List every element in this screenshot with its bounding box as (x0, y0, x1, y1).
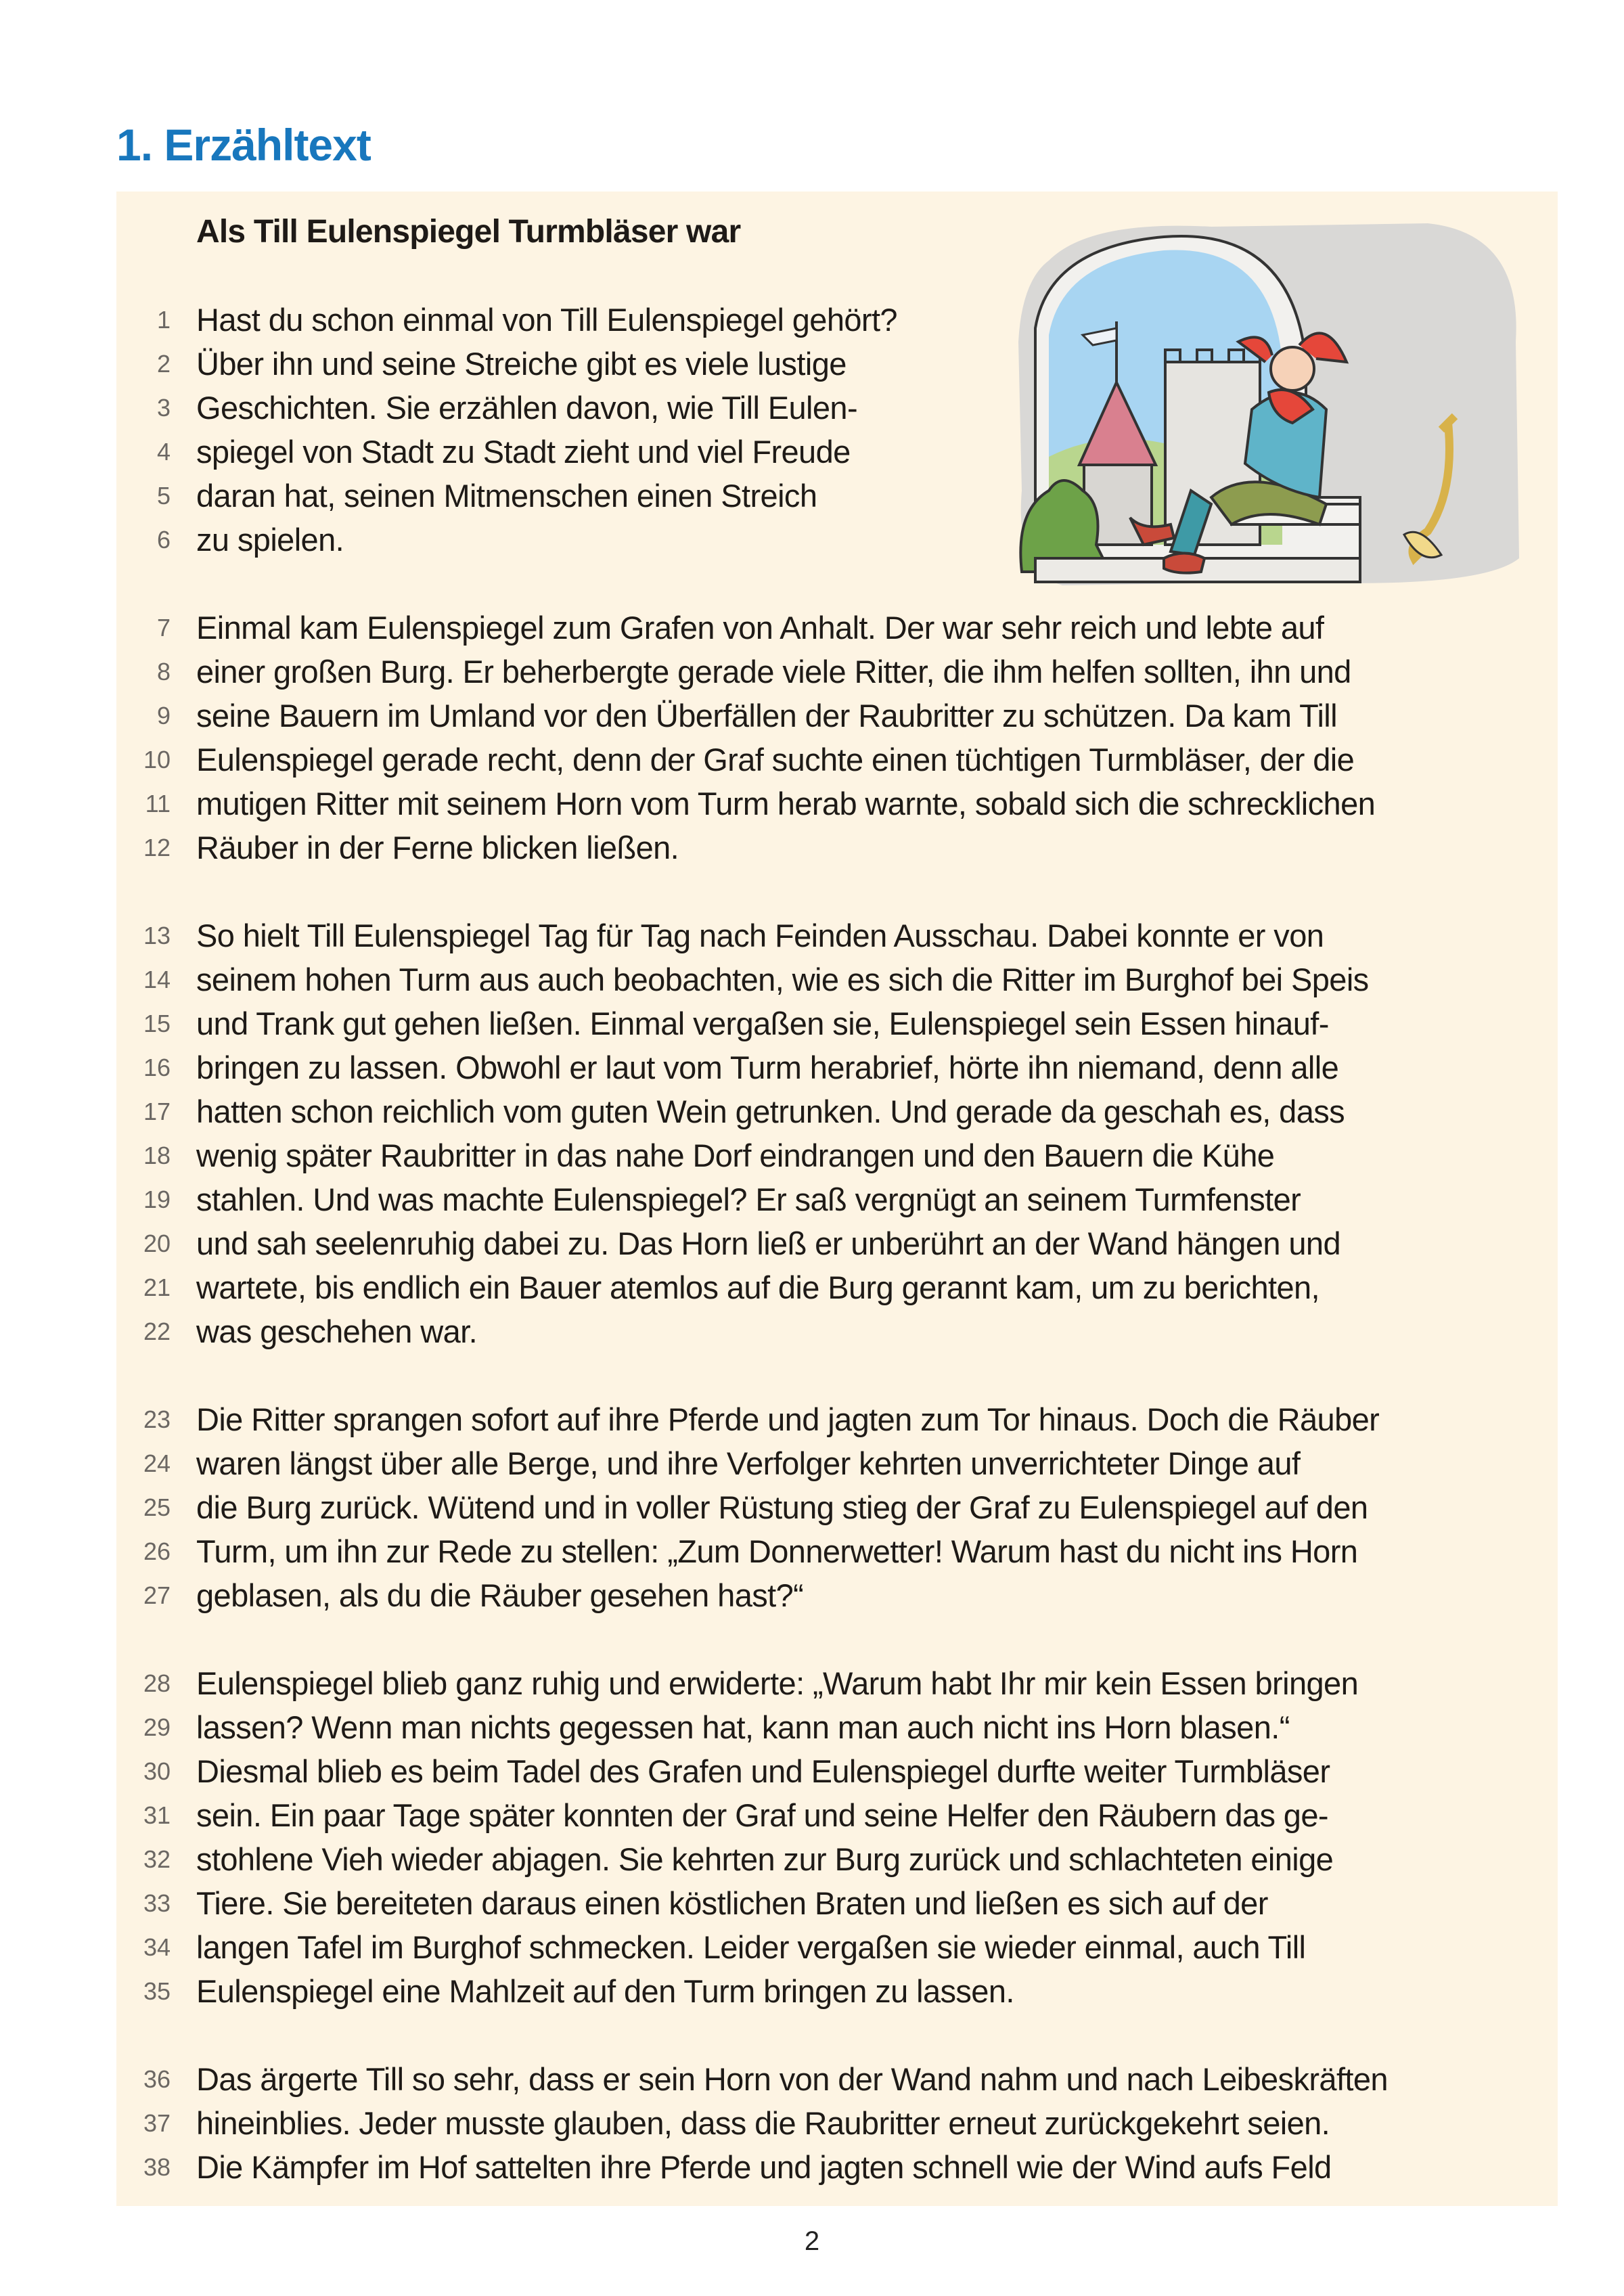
line-number: 15 (143, 1009, 171, 1037)
text-line (116, 738, 1558, 782)
line-text: die Burg zurück. Wütend und in voller Rüstung stieg der Graf zu Eulenspiegel auf den (196, 1489, 1368, 1525)
text-line (116, 1397, 1558, 1441)
text-line (116, 1969, 1558, 2013)
line-text: mutigen Ritter mit seinem Horn vom Turm herab warnte, sobald sich die schrecklichen (196, 786, 1376, 821)
story-title-row (116, 210, 1558, 254)
line-text: wartete, bis endlich ein Bauer atemlos auf die Burg gerannt kam, um zu berichten, (196, 1269, 1320, 1305)
line-number: 17 (143, 1097, 171, 1125)
line-text: und Trank gut gehen ließen. Einmal vergaßen sie, Eulenspiegel sein Essen hinauf- (196, 1006, 1329, 1041)
line-text: Die Kämpfer im Hof sattelten ihre Pferde und jagten schnell wie der Wind aufs Feld (196, 2149, 1332, 2185)
line-number: 9 (156, 701, 171, 729)
line-number: 20 (143, 1229, 171, 1257)
line-text: spiegel von Stadt zu Stadt zieht und viel Freude (196, 434, 851, 470)
paragraph-gap (116, 1617, 1558, 1661)
paragraph-gap (116, 2013, 1558, 2057)
text-line (116, 2145, 1558, 2189)
line-text: hatten schon reichlich vom guten Wein getrunken. Und gerade da geschah es, dass (196, 1094, 1345, 1129)
line-text: Tiere. Sie bereiteten daraus einen köstlichen Braten und ließen es sich auf der (196, 1885, 1268, 1921)
line-text: Die Ritter sprangen sofort auf ihre Pferde und jagten zum Tor hinaus. Doch die Räuber (196, 1401, 1380, 1437)
line-number: 7 (156, 613, 171, 641)
line-text: wenig später Raubritter in das nahe Dorf eindrangen und den Bauern die Kühe (196, 1138, 1275, 1173)
line-number: 10 (143, 745, 171, 773)
line-text: Turm, um ihn zur Rede zu stellen: „Zum Donnerwetter! Warum hast du nicht ins Horn (196, 1533, 1358, 1569)
line-number: 13 (143, 921, 171, 949)
text-line (116, 1705, 1558, 1749)
line-number: 22 (143, 1317, 171, 1345)
line-number: 21 (143, 1273, 171, 1301)
line-text: lassen? Wenn man nichts gegessen hat, kann man auch nicht ins Horn blasen.“ (196, 1709, 1290, 1745)
line-text: einer großen Burg. Er beherbergte gerade viele Ritter, die ihm helfen sollten, ihn und (196, 654, 1351, 690)
text-line (116, 1001, 1558, 1045)
line-number: 1 (156, 305, 171, 334)
line-text: Eulenspiegel blieb ganz ruhig und erwiderte: „Warum habt Ihr mir kein Essen bringen (196, 1665, 1359, 1701)
text-line (116, 1485, 1558, 1529)
line-number: 14 (143, 965, 171, 993)
text-line (116, 606, 1558, 650)
line-number: 35 (143, 1977, 171, 2005)
line-number: 34 (143, 1933, 171, 1961)
text-line (116, 1837, 1558, 1881)
line-number: 25 (143, 1493, 171, 1521)
line-number: 30 (143, 1757, 171, 1785)
line-number: 33 (143, 1889, 171, 1917)
text-line (116, 1925, 1558, 1969)
line-number: 3 (156, 393, 171, 422)
text-line (116, 1441, 1558, 1485)
line-text: daran hat, seinen Mitmenschen einen Streich (196, 478, 817, 514)
line-text: sein. Ein paar Tage später konnten der Graf und seine Helfer den Räubern das ge- (196, 1797, 1328, 1833)
text-line (116, 1265, 1558, 1309)
paragraph-gap (116, 562, 1558, 606)
text-line (116, 1221, 1558, 1265)
story-box (116, 192, 1558, 2206)
line-number: 2 (156, 349, 171, 378)
line-number: 23 (143, 1405, 171, 1433)
text-line (116, 826, 1558, 870)
line-text: Das ärgerte Till so sehr, dass er sein Horn von der Wand nahm und nach Leibeskräften (196, 2061, 1388, 2097)
text-line (116, 298, 1558, 342)
text-line (116, 2057, 1558, 2101)
line-text: Geschichten. Sie erzählen davon, wie Till Eulen- (196, 390, 858, 426)
line-number: 16 (143, 1053, 171, 1081)
line-number: 18 (143, 1141, 171, 1169)
text-line (116, 1177, 1558, 1221)
line-text: langen Tafel im Burghof schmecken. Leider vergaßen sie wieder einmal, auch Till (196, 1929, 1306, 1965)
line-text: Einmal kam Eulenspiegel zum Grafen von Anhalt. Der war sehr reich und lebte auf (196, 610, 1324, 646)
line-text: Eulenspiegel gerade recht, denn der Graf suchte einen tüchtigen Turmbläser, der die (196, 742, 1355, 778)
line-text: So hielt Till Eulenspiegel Tag für Tag nach Feinden Ausschau. Dabei konnte er von (196, 918, 1324, 953)
page-number: 2 (804, 2226, 820, 2256)
line-number: 5 (156, 481, 171, 510)
text-line (116, 1661, 1558, 1705)
text-line (116, 1089, 1558, 1133)
line-number: 26 (143, 1537, 171, 1565)
line-text: hineinblies. Jeder musste glauben, dass die Raubritter erneut zurückgekehrt seien. (196, 2105, 1330, 2141)
line-number: 6 (156, 525, 171, 554)
text-line (116, 1309, 1558, 1353)
text-line (116, 1133, 1558, 1177)
line-text: geblasen, als du die Räuber gesehen hast?“ (196, 1577, 804, 1613)
line-number: 19 (143, 1185, 171, 1213)
line-text: stohlene Vieh wieder abjagen. Sie kehrten zur Burg zurück und schlachteten einige (196, 1841, 1334, 1877)
line-text: Eulenspiegel eine Mahlzeit auf den Turm bringen zu lassen. (196, 1973, 1014, 2009)
line-text: Räuber in der Ferne blicken ließen. (196, 830, 679, 865)
line-number: 36 (143, 2065, 171, 2093)
line-number: 32 (143, 1845, 171, 1873)
line-text: waren längst über alle Berge, und ihre Verfolger kehrten unverrichteter Dinge auf (196, 1445, 1301, 1481)
line-number: 29 (143, 1713, 171, 1741)
line-number: 8 (156, 657, 171, 685)
text-line (116, 2101, 1558, 2145)
text-line (116, 782, 1558, 826)
line-text: bringen zu lassen. Obwohl er laut vom Turm herabrief, hörte ihn niemand, denn alle (196, 1050, 1339, 1085)
line-text: Über ihn und seine Streiche gibt es viele lustige (196, 346, 847, 382)
text-line (116, 518, 1558, 562)
paragraph-gap (116, 870, 1558, 914)
text-line (116, 1881, 1558, 1925)
text-line (116, 1573, 1558, 1617)
line-number: 37 (143, 2109, 171, 2137)
line-text: zu spielen. (196, 522, 344, 558)
text-line (116, 650, 1558, 694)
line-number: 28 (143, 1669, 171, 1697)
line-text: Hast du schon einmal von Till Eulenspiegel gehört? (196, 302, 897, 338)
line-number: 38 (143, 2153, 171, 2181)
story-title: Als Till Eulenspiegel Turmbläser war (196, 214, 741, 250)
line-text: Diesmal blieb es beim Tadel des Grafen und Eulenspiegel durfte weiter Turmbläser (196, 1753, 1330, 1789)
line-text: stahlen. Und was machte Eulenspiegel? Er saß vergnügt an seinem Turmfenster (196, 1181, 1301, 1217)
line-number: 11 (145, 789, 171, 817)
line-text: seine Bauern im Umland vor den Überfällen der Raubritter zu schützen. Da kam Till (196, 698, 1337, 734)
text-line (116, 958, 1558, 1001)
story-text (116, 210, 1558, 2189)
text-line (116, 694, 1558, 738)
line-text: seinem hohen Turm aus auch beobachten, wie es sich die Ritter im Burghof bei Speis (196, 962, 1369, 997)
spacer (116, 254, 1558, 298)
line-text: was geschehen war. (196, 1313, 478, 1349)
text-line (116, 474, 1558, 518)
line-number: 24 (143, 1449, 171, 1477)
text-line (116, 1529, 1558, 1573)
text-line (116, 430, 1558, 474)
line-number: 27 (143, 1581, 171, 1609)
line-number: 12 (143, 833, 171, 861)
text-line (116, 1793, 1558, 1837)
line-number: 31 (143, 1801, 171, 1829)
text-line (116, 342, 1558, 386)
section-heading: 1. Erzähltext (116, 120, 371, 170)
paragraph-gap (116, 1353, 1558, 1397)
text-line (116, 1749, 1558, 1793)
text-line (116, 386, 1558, 430)
text-line (116, 1045, 1558, 1089)
text-line (116, 914, 1558, 958)
line-number: 4 (156, 437, 171, 466)
line-text: und sah seelenruhig dabei zu. Das Horn ließ er unberührt an der Wand hängen und (196, 1225, 1340, 1261)
